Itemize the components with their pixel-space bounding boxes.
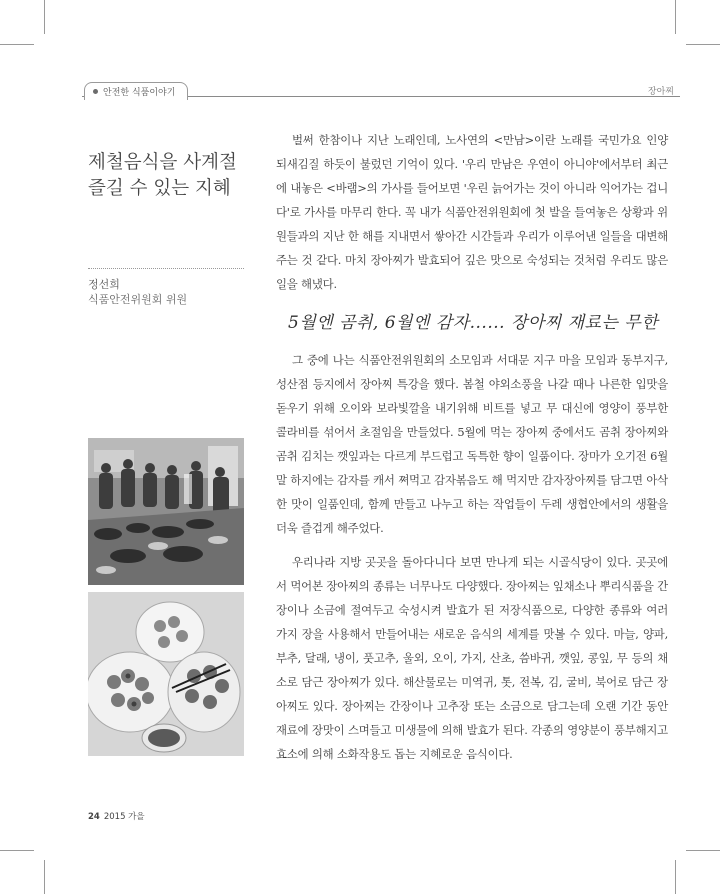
crop-mark [44, 0, 45, 34]
paragraph-intro: 벌써 한참이나 지난 노래인데, 노사연의 <만남>이란 노래를 국민가요 인양 되새김질 하듯이 불렀던 기억이 있다. '우리 만남은 우연이 아니야'에서부터 최근에 내놓은 <바램>의 가사를 들어보면 '우린 늙어가는 것이 아니라 익어가는 겁니다'로 가사를 마무리 한다. 꼭 내가 식품안전위원회에 첫 발을 들여놓은 상황과 위원들과의 지난 한 해를 지내면서 쌓아간 시간들과 우리가 이루어낸 일들을 대변해주는 것 같다. 마치 장아찌가 발효되어 깊은 맛으로 숙성되는 것처럼 우리도 많은 일을 해냈다. [276, 133, 668, 291]
pickled-dishes-illustration [88, 592, 244, 756]
crop-mark [0, 44, 34, 45]
crop-mark [44, 860, 45, 894]
crop-mark [686, 44, 720, 45]
article-title [88, 150, 268, 202]
paragraph-workshops: 그 중에 나는 식품안전위원회의 소모임과 서대문 지구 마을 모임과 동부지구, 성산점 등지에서 장아찌 특강을 했다. 봄철 야외소풍을 나갈 때나 나른한 입맛을 돋우기 위해 오이와 보라빛깔을 내기위해 비트를 넣고 무 대신에 영양이 풍부한 콜라비를 섞어서 초절임을 만들었다. 5월에 먹는 장아찌 중에서도 곰취 장아찌와 곰취 김치는 깻잎과는 다르게 부드럽고 독특한 향이 일품이다. 장마가 오기전 6월 말 하지에는 감자를 캐서 쪄먹고 감자볶음도 해 먹지만 감자장아찌를 담그면 아삭한 맛이 일품인데, 함께 만들고 나누고 하는 작업들이 두레 생협안에서의 생활을 더욱 즐겁게 해주었다. [276, 353, 668, 535]
paragraph-varieties: 우리나라 지방 곳곳을 돌아다니다 보면 만나게 되는 시골식당이 있다. 곳곳에서 먹어본 장아찌의 종류는 너무나도 다양했다. 장아찌는 잎채소나 뿌리식품을 간장이나 소금에 절여두고 숙성시켜 발효가 된 저장식품으로, 다양한 종류와 여러 가지 장을 사용해서 만들어내는 새로운 음식의 세계를 맛볼 수 있다. 마늘, 양파, 부추, 달래, 냉이, 풋고추, 울외, 오이, 가지, 산초, 씀바귀, 깻잎, 콩잎, 무 등의 채소로 담근 장아찌가 있다. 해산물로는 미역귀, 톳, 전복, 김, 굴비, 북어로 담근 장아찌도 있다. 장아찌는 간장이나 고추장 또는 소금으로 담그는데 오랜 기간 동안 재료에 장맛이 스며들고 미생물에 의해 발효가 된다. 각종의 영양분이 풍부해지고 효소에 의해 소화작용도 돕는 지혜로운 음식이다. [276, 555, 668, 761]
pickled-dishes-photo [88, 592, 244, 756]
crop-mark [686, 850, 720, 851]
section-label: 안전한 식품이야기 [103, 88, 176, 98]
author-name: 정선희 [88, 278, 120, 291]
crop-mark [675, 0, 676, 34]
crop-mark [675, 860, 676, 894]
author-role: 식품안전위원회 위원 [88, 293, 188, 306]
author-divider [88, 268, 244, 269]
page-number: 24 [88, 812, 100, 822]
issue-label: 2015 가을 [103, 812, 145, 822]
article-title-text: 제철음식을 사계절 즐길 수 있는 지혜 [88, 152, 237, 199]
topic-label: 장아찌 [647, 87, 674, 97]
crop-mark [0, 850, 34, 851]
kitchen-class-photo [88, 438, 244, 585]
kitchen-class-illustration [88, 438, 244, 585]
bullet-icon [93, 89, 98, 94]
section-subheading: 5월엔 곰취, 6월엔 감자...... 장아찌 재료는 무한 [288, 313, 659, 333]
section-tab [84, 82, 188, 100]
page-footer [88, 810, 145, 822]
